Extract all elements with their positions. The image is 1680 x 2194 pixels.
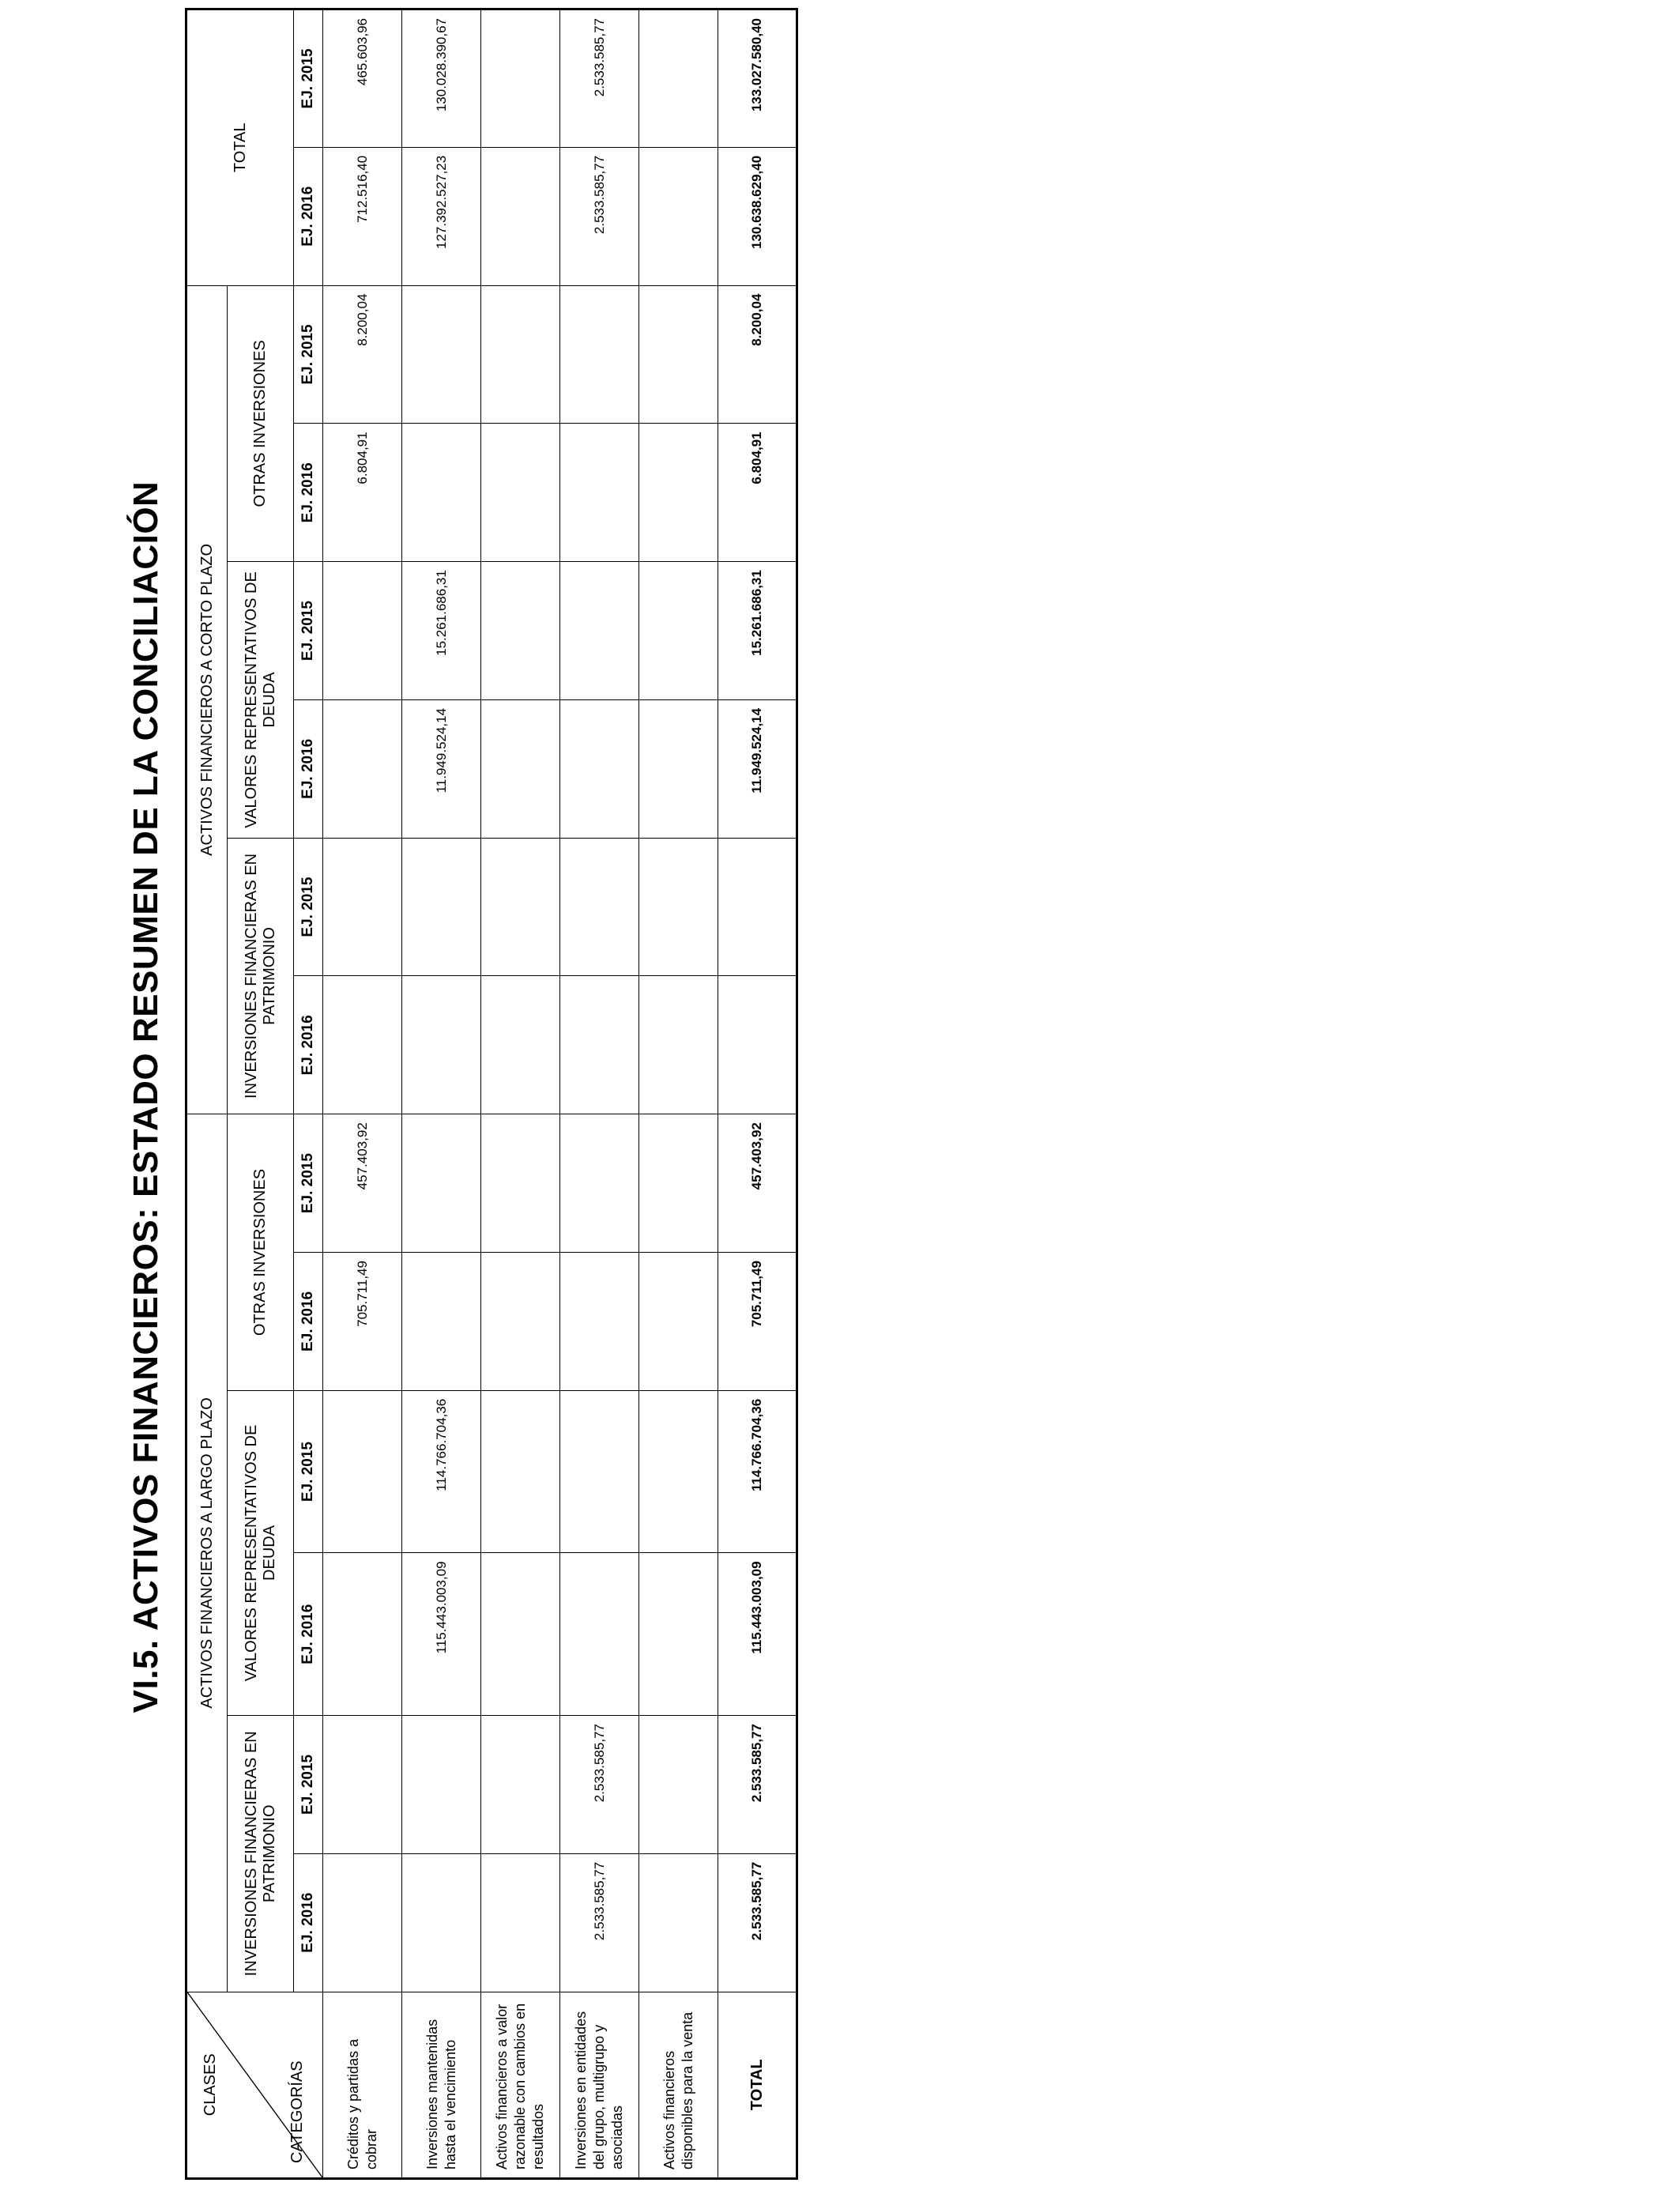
value-cell — [323, 976, 402, 1114]
year-header: EJ. 2015 — [294, 1114, 323, 1253]
table-row — [323, 9, 402, 2179]
value-cell — [481, 424, 560, 562]
value-cell — [481, 976, 560, 1114]
value-cell: 457.403,92 — [323, 1114, 402, 1253]
value-cell — [323, 1390, 402, 1553]
value-cell — [323, 1853, 402, 1992]
value-cell — [481, 285, 560, 424]
year-header: EJ. 2015 — [294, 285, 323, 424]
total-value-cell: 2.533.585,77 — [718, 1716, 797, 1854]
value-cell — [481, 838, 560, 976]
value-cell — [560, 976, 639, 1114]
value-cell — [560, 1553, 639, 1716]
category-label: Activos financieros disponibles para la venta — [639, 1992, 718, 2178]
value-cell — [639, 9, 718, 148]
total-value-cell — [718, 838, 797, 976]
value-cell — [639, 976, 718, 1114]
value-cell: 15.261.686,31 — [402, 562, 481, 700]
year-header: EJ. 2015 — [294, 1716, 323, 1854]
year-header: EJ. 2015 — [294, 838, 323, 976]
year-header: EJ. 2015 — [294, 562, 323, 700]
year-header: EJ. 2016 — [294, 976, 323, 1114]
value-cell — [323, 699, 402, 838]
value-cell: 2.533.585,77 — [560, 1716, 639, 1854]
value-cell — [402, 424, 481, 562]
value-cell — [639, 1716, 718, 1854]
value-cell — [402, 1114, 481, 1253]
value-cell — [639, 1853, 718, 1992]
header-cp-deuda: VALORES REPRESENTATIVOS DE DEUDA — [228, 562, 294, 839]
value-cell — [481, 147, 560, 285]
header-corto-plazo: ACTIVOS FINANCIEROS A CORTO PLAZO — [186, 285, 228, 1114]
value-cell — [481, 699, 560, 838]
year-header: EJ. 2016 — [294, 1253, 323, 1391]
value-cell: 465.603,96 — [323, 9, 402, 148]
header-cp-patrimonio: INVERSIONES FINANCIERAS EN PATRIMONIO — [228, 838, 294, 1114]
value-cell — [639, 838, 718, 976]
value-cell — [481, 1114, 560, 1253]
value-cell — [402, 285, 481, 424]
value-cell — [639, 1390, 718, 1553]
value-cell — [639, 424, 718, 562]
value-cell — [639, 1114, 718, 1253]
year-header: EJ. 2016 — [294, 699, 323, 838]
value-cell — [560, 1390, 639, 1553]
page-title: VI.5. ACTIVOS FINANCIEROS: ESTADO RESUMEN DE LA CONCILIACIÓN — [126, 481, 165, 1713]
value-cell — [481, 1853, 560, 1992]
category-label: Inversiones mantenidas hasta el vencimiento — [402, 1992, 481, 2178]
total-value-cell: 705.711,49 — [718, 1253, 797, 1391]
header-largo-plazo: ACTIVOS FINANCIEROS A LARGO PLAZO — [186, 1114, 228, 1992]
year-header: EJ. 2015 — [294, 1390, 323, 1553]
value-cell — [560, 838, 639, 976]
value-cell — [323, 562, 402, 700]
total-value-cell: 6.804,91 — [718, 424, 797, 562]
header-lp-otras: OTRAS INVERSIONES — [228, 1114, 294, 1391]
value-cell — [481, 1390, 560, 1553]
year-header: EJ. 2016 — [294, 424, 323, 562]
categorias-label: CATEGORÍAS — [288, 2060, 306, 2163]
year-header: EJ. 2016 — [294, 1853, 323, 1992]
value-cell — [402, 976, 481, 1114]
value-cell — [402, 1716, 481, 1854]
total-value-cell: 8.200,04 — [718, 285, 797, 424]
total-value-cell: 15.261.686,31 — [718, 562, 797, 700]
category-label: Inversiones en entidades del grupo, multigrupo y asociadas — [560, 1992, 639, 2178]
value-cell: 130.028.390,67 — [402, 9, 481, 148]
value-cell — [323, 1716, 402, 1854]
total-value-cell: 115.443.003,09 — [718, 1553, 797, 1716]
value-cell — [560, 562, 639, 700]
value-cell — [560, 424, 639, 562]
clases-categorias-corner — [186, 1992, 323, 2178]
table-row — [639, 9, 718, 2179]
total-row — [718, 9, 797, 2179]
value-cell: 127.392.527,23 — [402, 147, 481, 285]
value-cell — [560, 285, 639, 424]
category-label: Activos financieros a valor razonable con cambios en resultados — [481, 1992, 560, 2178]
value-cell — [481, 1253, 560, 1391]
value-cell: 2.533.585,77 — [560, 1853, 639, 1992]
value-cell — [323, 1553, 402, 1716]
value-cell: 2.533.585,77 — [560, 147, 639, 285]
value-cell: 6.804,91 — [323, 424, 402, 562]
year-header: EJ. 2015 — [294, 9, 323, 148]
total-value-cell: 457.403,92 — [718, 1114, 797, 1253]
value-cell — [560, 699, 639, 838]
year-header: EJ. 2016 — [294, 1553, 323, 1716]
value-cell: 8.200,04 — [323, 285, 402, 424]
reconciliation-table — [185, 8, 798, 2180]
value-cell — [402, 1253, 481, 1391]
total-value-cell — [718, 976, 797, 1114]
header-cp-otras: OTRAS INVERSIONES — [228, 285, 294, 562]
clases-label: CLASES — [202, 2053, 219, 2117]
value-cell — [481, 1716, 560, 1854]
value-cell — [481, 9, 560, 148]
value-cell: 115.443.003,09 — [402, 1553, 481, 1716]
value-cell — [639, 147, 718, 285]
value-cell: 2.533.585,77 — [560, 9, 639, 148]
header-total: TOTAL — [186, 9, 294, 286]
total-value-cell: 11.949.524,14 — [718, 699, 797, 838]
total-label: TOTAL — [718, 1992, 797, 2178]
value-cell — [402, 838, 481, 976]
value-cell — [639, 562, 718, 700]
value-cell — [560, 1114, 639, 1253]
value-cell: 705.711,49 — [323, 1253, 402, 1391]
value-cell — [639, 699, 718, 838]
category-label: Créditos y partidas a cobrar — [323, 1992, 402, 2178]
year-header: EJ. 2016 — [294, 147, 323, 285]
header-lp-deuda: VALORES REPRESENTATIVOS DE DEUDA — [228, 1390, 294, 1715]
table-row — [481, 9, 560, 2179]
header-lp-patrimonio: INVERSIONES FINANCIERAS EN PATRIMONIO — [228, 1716, 294, 1992]
value-cell — [639, 285, 718, 424]
total-value-cell: 2.533.585,77 — [718, 1853, 797, 1992]
total-value-cell: 130.638.629,40 — [718, 147, 797, 285]
total-value-cell: 114.766.704,36 — [718, 1390, 797, 1553]
value-cell — [402, 1853, 481, 1992]
value-cell: 712.516,40 — [323, 147, 402, 285]
value-cell — [560, 1253, 639, 1391]
table-row — [560, 9, 639, 2179]
value-cell — [639, 1553, 718, 1716]
value-cell — [323, 838, 402, 976]
total-value-cell: 133.027.580,40 — [718, 9, 797, 148]
table-row — [402, 9, 481, 2179]
value-cell — [481, 562, 560, 700]
value-cell: 114.766.704,36 — [402, 1390, 481, 1553]
value-cell — [639, 1253, 718, 1391]
value-cell — [481, 1553, 560, 1716]
value-cell: 11.949.524,14 — [402, 699, 481, 838]
